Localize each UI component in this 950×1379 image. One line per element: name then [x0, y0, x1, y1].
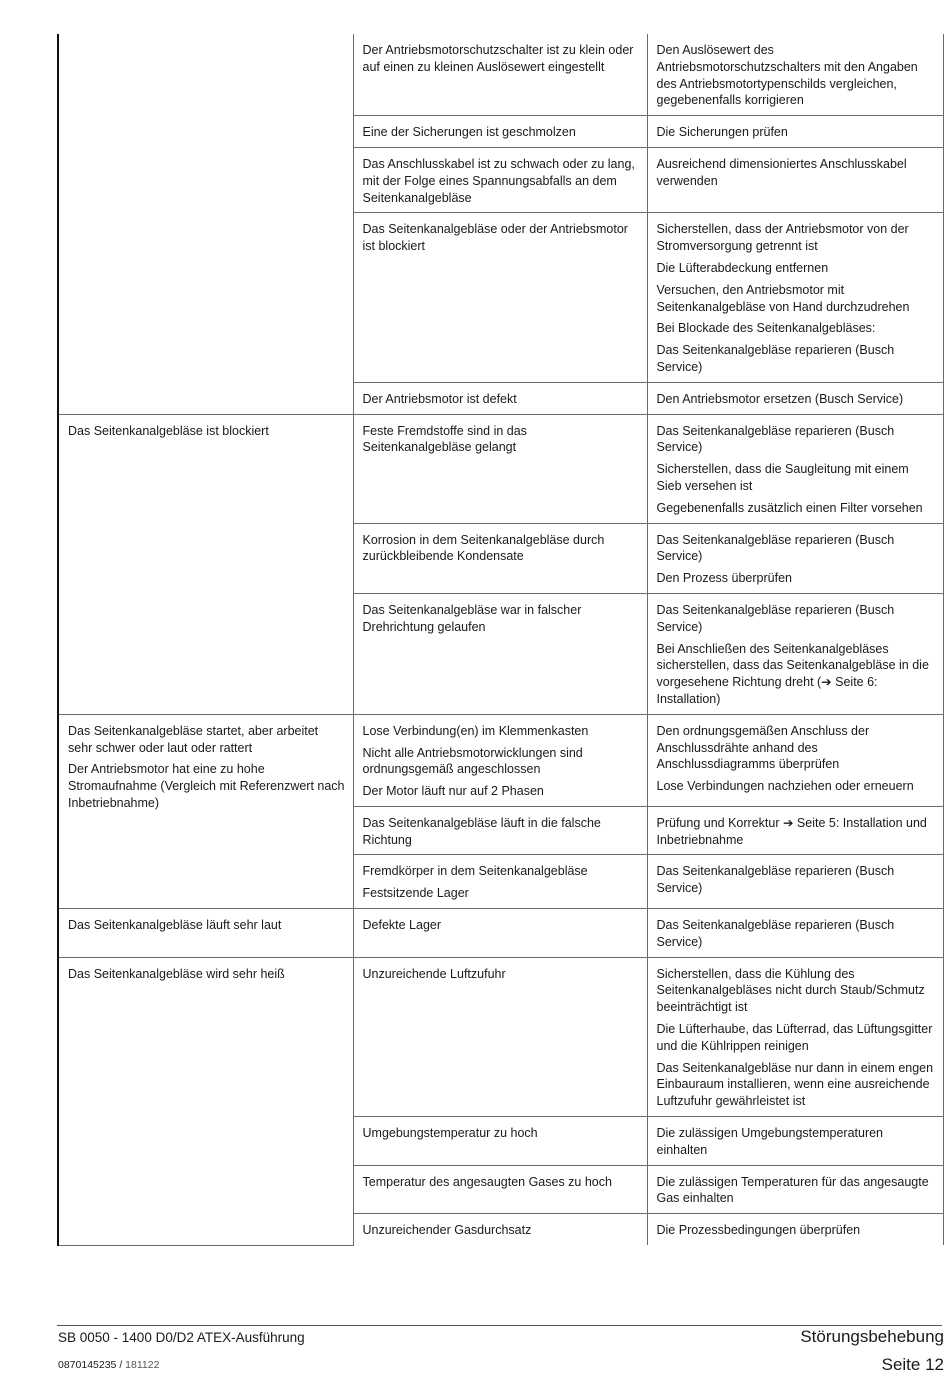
remedy-cell-text: Versuchen, den Antriebsmotor mit Seitenkanalgebläse von Hand durchzudrehen [656, 282, 910, 314]
cause-cell-text: Der Antriebsmotor ist defekt [362, 391, 517, 406]
problem-cell [58, 957, 353, 1245]
remedy-cell [647, 957, 943, 1116]
remedy-cell-text: Das Seitenkanalgebläse reparieren (Busch Service) [656, 423, 895, 455]
problem-cell [58, 714, 353, 908]
remedy-cell-text: Das Seitenkanalgebläse reparieren (Busch Service) [656, 864, 895, 896]
remedy-cell [647, 1165, 943, 1214]
cause-cell-text: Unzureichende Luftzufuhr [362, 966, 506, 981]
cause-cell [353, 593, 647, 714]
remedy-cell-text: Das Seitenkanalgebläse reparieren (Busch Service) [656, 918, 895, 949]
cause-cell-text: Das Seitenkanalgebläse war in falscher Drehrichtung gelaufen [362, 602, 582, 634]
problem-cell [58, 909, 353, 958]
remedy-cell [647, 414, 943, 523]
problem-cell [58, 414, 353, 714]
cause-cell [353, 806, 647, 855]
remedy-cell [647, 523, 943, 593]
remedy-cell [647, 1117, 943, 1166]
cause-cell-text: Der Antriebsmotorschutzschalter ist zu klein oder auf einen zu kleinen Auslösewert eingestellt [362, 43, 634, 74]
cause-cell-text: Korrosion in dem Seitenkanalgebläse durch zurückbleibende Kondensate [362, 532, 605, 564]
remedy-cell [647, 855, 943, 909]
cause-cell [353, 382, 647, 414]
problem-cell-text: Das Seitenkanalgebläse startet, aber arbeitet sehr schwer oder laut oder rattert [68, 723, 319, 755]
remedy-cell-text: Die Lüfterabdeckung entfernen [656, 260, 829, 275]
table-row [58, 34, 943, 116]
cause-cell [353, 714, 647, 806]
cause-cell-text: Unzureichender Gasdurchsatz [362, 1223, 532, 1238]
remedy-cell [647, 593, 943, 714]
footer-section-title: Störungsbehebung [800, 1327, 944, 1346]
remedy-cell [647, 1214, 943, 1245]
remedy-cell-text: Die Sicherungen prüfen [656, 125, 788, 140]
cause-cell-text: Umgebungstemperatur zu hoch [362, 1126, 538, 1141]
cause-cell [353, 909, 647, 958]
cause-cell-text: Temperatur des angesaugten Gases zu hoch [362, 1174, 612, 1189]
remedy-cell-text: Sicherstellen, dass die Saugleitung mit einem Sieb versehen ist [656, 462, 909, 493]
remedy-cell-text: Die Lüfterhaube, das Lüfterrad, das Lüftungsgitter und die Kühlrippen reinigen [656, 1022, 933, 1053]
remedy-cell [647, 34, 943, 116]
footer-doc-number: 0870145235 [58, 1359, 117, 1371]
cause-cell [353, 1117, 647, 1166]
table-row [58, 957, 943, 1116]
remedy-cell-text: Das Seitenkanalgebläse reparieren (Busch Service) [656, 532, 895, 564]
cause-cell-text: Defekte Lager [362, 918, 442, 933]
remedy-cell [647, 382, 943, 414]
remedy-cell-text: Sicherstellen, dass die Kühlung des Seitenkanalgebläses nicht durch Staub/Schmutz beeinträchtigt ist [656, 966, 925, 1015]
remedy-cell-text: Bei Blockade des Seitenkanalgebläses: [656, 321, 876, 336]
table-row [58, 414, 943, 523]
remedy-cell-text: Die zulässigen Temperaturen für das angesaugte Gas einhalten [656, 1174, 929, 1206]
remedy-cell-text: Den Auslösewert des Antriebsmotorschutzschalters mit den Angaben des Antriebsmotortypenschilds vergleichen, gegebenenfalls korrigieren [656, 43, 918, 108]
cause-cell-text: Das Anschlusskabel ist zu schwach oder zu lang, mit der Folge eines Spannungsabfalls an dem Seitenkanalgebläse [362, 156, 635, 205]
cause-cell [353, 1165, 647, 1214]
remedy-cell-text: Den ordnungsgemäßen Anschluss der Anschlussdrähte anhand des Anschlussdiagramms überprüfen [656, 723, 870, 772]
footer-revision: 181122 [125, 1359, 160, 1371]
cause-cell [353, 213, 647, 382]
cause-cell [353, 34, 647, 116]
remedy-cell-text: Die zulässigen Umgebungstemperaturen einhalten [656, 1126, 884, 1157]
problem-cell-text: Der Antriebsmotor hat eine zu hohe Stromaufnahme (Vergleich mit Referenzwert nach Inbetriebnahme) [68, 762, 345, 810]
cause-cell [353, 957, 647, 1116]
footer-divider [57, 1325, 942, 1326]
cause-cell-text: Das Seitenkanalgebläse läuft in die falsche Richtung [362, 815, 601, 847]
footer-product: SB 0050 - 1400 D0/D2 ATEX-Ausführung [58, 1330, 305, 1345]
remedy-cell-text: Die Prozessbedingungen überprüfen [656, 1223, 861, 1238]
cause-cell-text: Lose Verbindung(en) im Klemmenkasten [362, 723, 589, 738]
remedy-cell [647, 147, 943, 212]
troubleshooting-table [57, 34, 944, 1246]
remedy-cell [647, 213, 943, 382]
cause-cell-text: Das Seitenkanalgebläse oder der Antriebsmotor ist blockiert [362, 222, 628, 254]
table-row [58, 909, 943, 958]
cause-cell-text: Festsitzende Lager [362, 886, 469, 901]
footer-page-number: Seite 12 [881, 1355, 944, 1374]
remedy-cell-text: Den Antriebsmotor ersetzen (Busch Service) [656, 391, 904, 406]
troubleshooting-table-body [58, 34, 943, 1245]
footer-doc-id [58, 1359, 159, 1371]
remedy-cell-text: Sicherstellen, dass der Antriebsmotor von der Stromversorgung getrennt ist [656, 222, 909, 254]
remedy-cell [647, 714, 943, 806]
problem-cell-text: Das Seitenkanalgebläse läuft sehr laut [68, 918, 282, 933]
problem-cell-text: Das Seitenkanalgebläse ist blockiert [68, 423, 269, 438]
remedy-cell [647, 116, 943, 148]
cause-cell [353, 414, 647, 523]
cause-cell-text: Nicht alle Antriebsmotorwicklungen sind ordnungsgemäß angeschlossen [362, 745, 583, 777]
cause-cell [353, 855, 647, 909]
problem-cell-text: Das Seitenkanalgebläse wird sehr heiß [68, 966, 285, 981]
remedy-cell-text: Ausreichend dimensioniertes Anschlusskabel verwenden [656, 156, 907, 188]
remedy-cell-text: Gegebenenfalls zusätzlich einen Filter vorsehen [656, 500, 923, 515]
cause-cell-text: Fremdkörper in dem Seitenkanalgebläse [362, 864, 588, 879]
remedy-cell-text: Das Seitenkanalgebläse reparieren (Busch Service) [656, 602, 895, 634]
remedy-cell-text: Das Seitenkanalgebläse reparieren (Busch Service) [656, 343, 895, 374]
problem-cell [58, 34, 353, 414]
remedy-cell-text: Den Prozess überprüfen [656, 571, 792, 586]
cause-cell-text: Eine der Sicherungen ist geschmolzen [362, 125, 576, 140]
table-row [58, 714, 943, 806]
remedy-cell-text: Das Seitenkanalgebläse nur dann in einem engen Einbauraum installieren, wenn eine ausreichende Luftzufuhr gewährleistet ist [656, 1060, 934, 1109]
remedy-cell-text: Prüfung und Korrektur ➔ Seite 5: Installation und Inbetriebnahme [656, 815, 927, 847]
cause-cell-text: Der Motor läuft nur auf 2 Phasen [362, 784, 544, 799]
cause-cell-text: Feste Fremdstoffe sind in das Seitenkanalgebläse gelangt [362, 423, 527, 455]
remedy-cell [647, 806, 943, 855]
cause-cell [353, 523, 647, 593]
remedy-cell [647, 909, 943, 958]
cause-cell [353, 147, 647, 212]
cause-cell [353, 116, 647, 148]
footer-doc-separator: / [116, 1359, 126, 1371]
cause-cell [353, 1214, 647, 1245]
remedy-cell-text: Lose Verbindungen nachziehen oder erneuern [656, 779, 914, 794]
remedy-cell-text: Bei Anschließen des Seitenkanalgebläses sicherstellen, dass das Seitenkanalgebläse in die vorgesehene Richtung dreht (➔ Seite 6: Installation) [656, 641, 929, 706]
